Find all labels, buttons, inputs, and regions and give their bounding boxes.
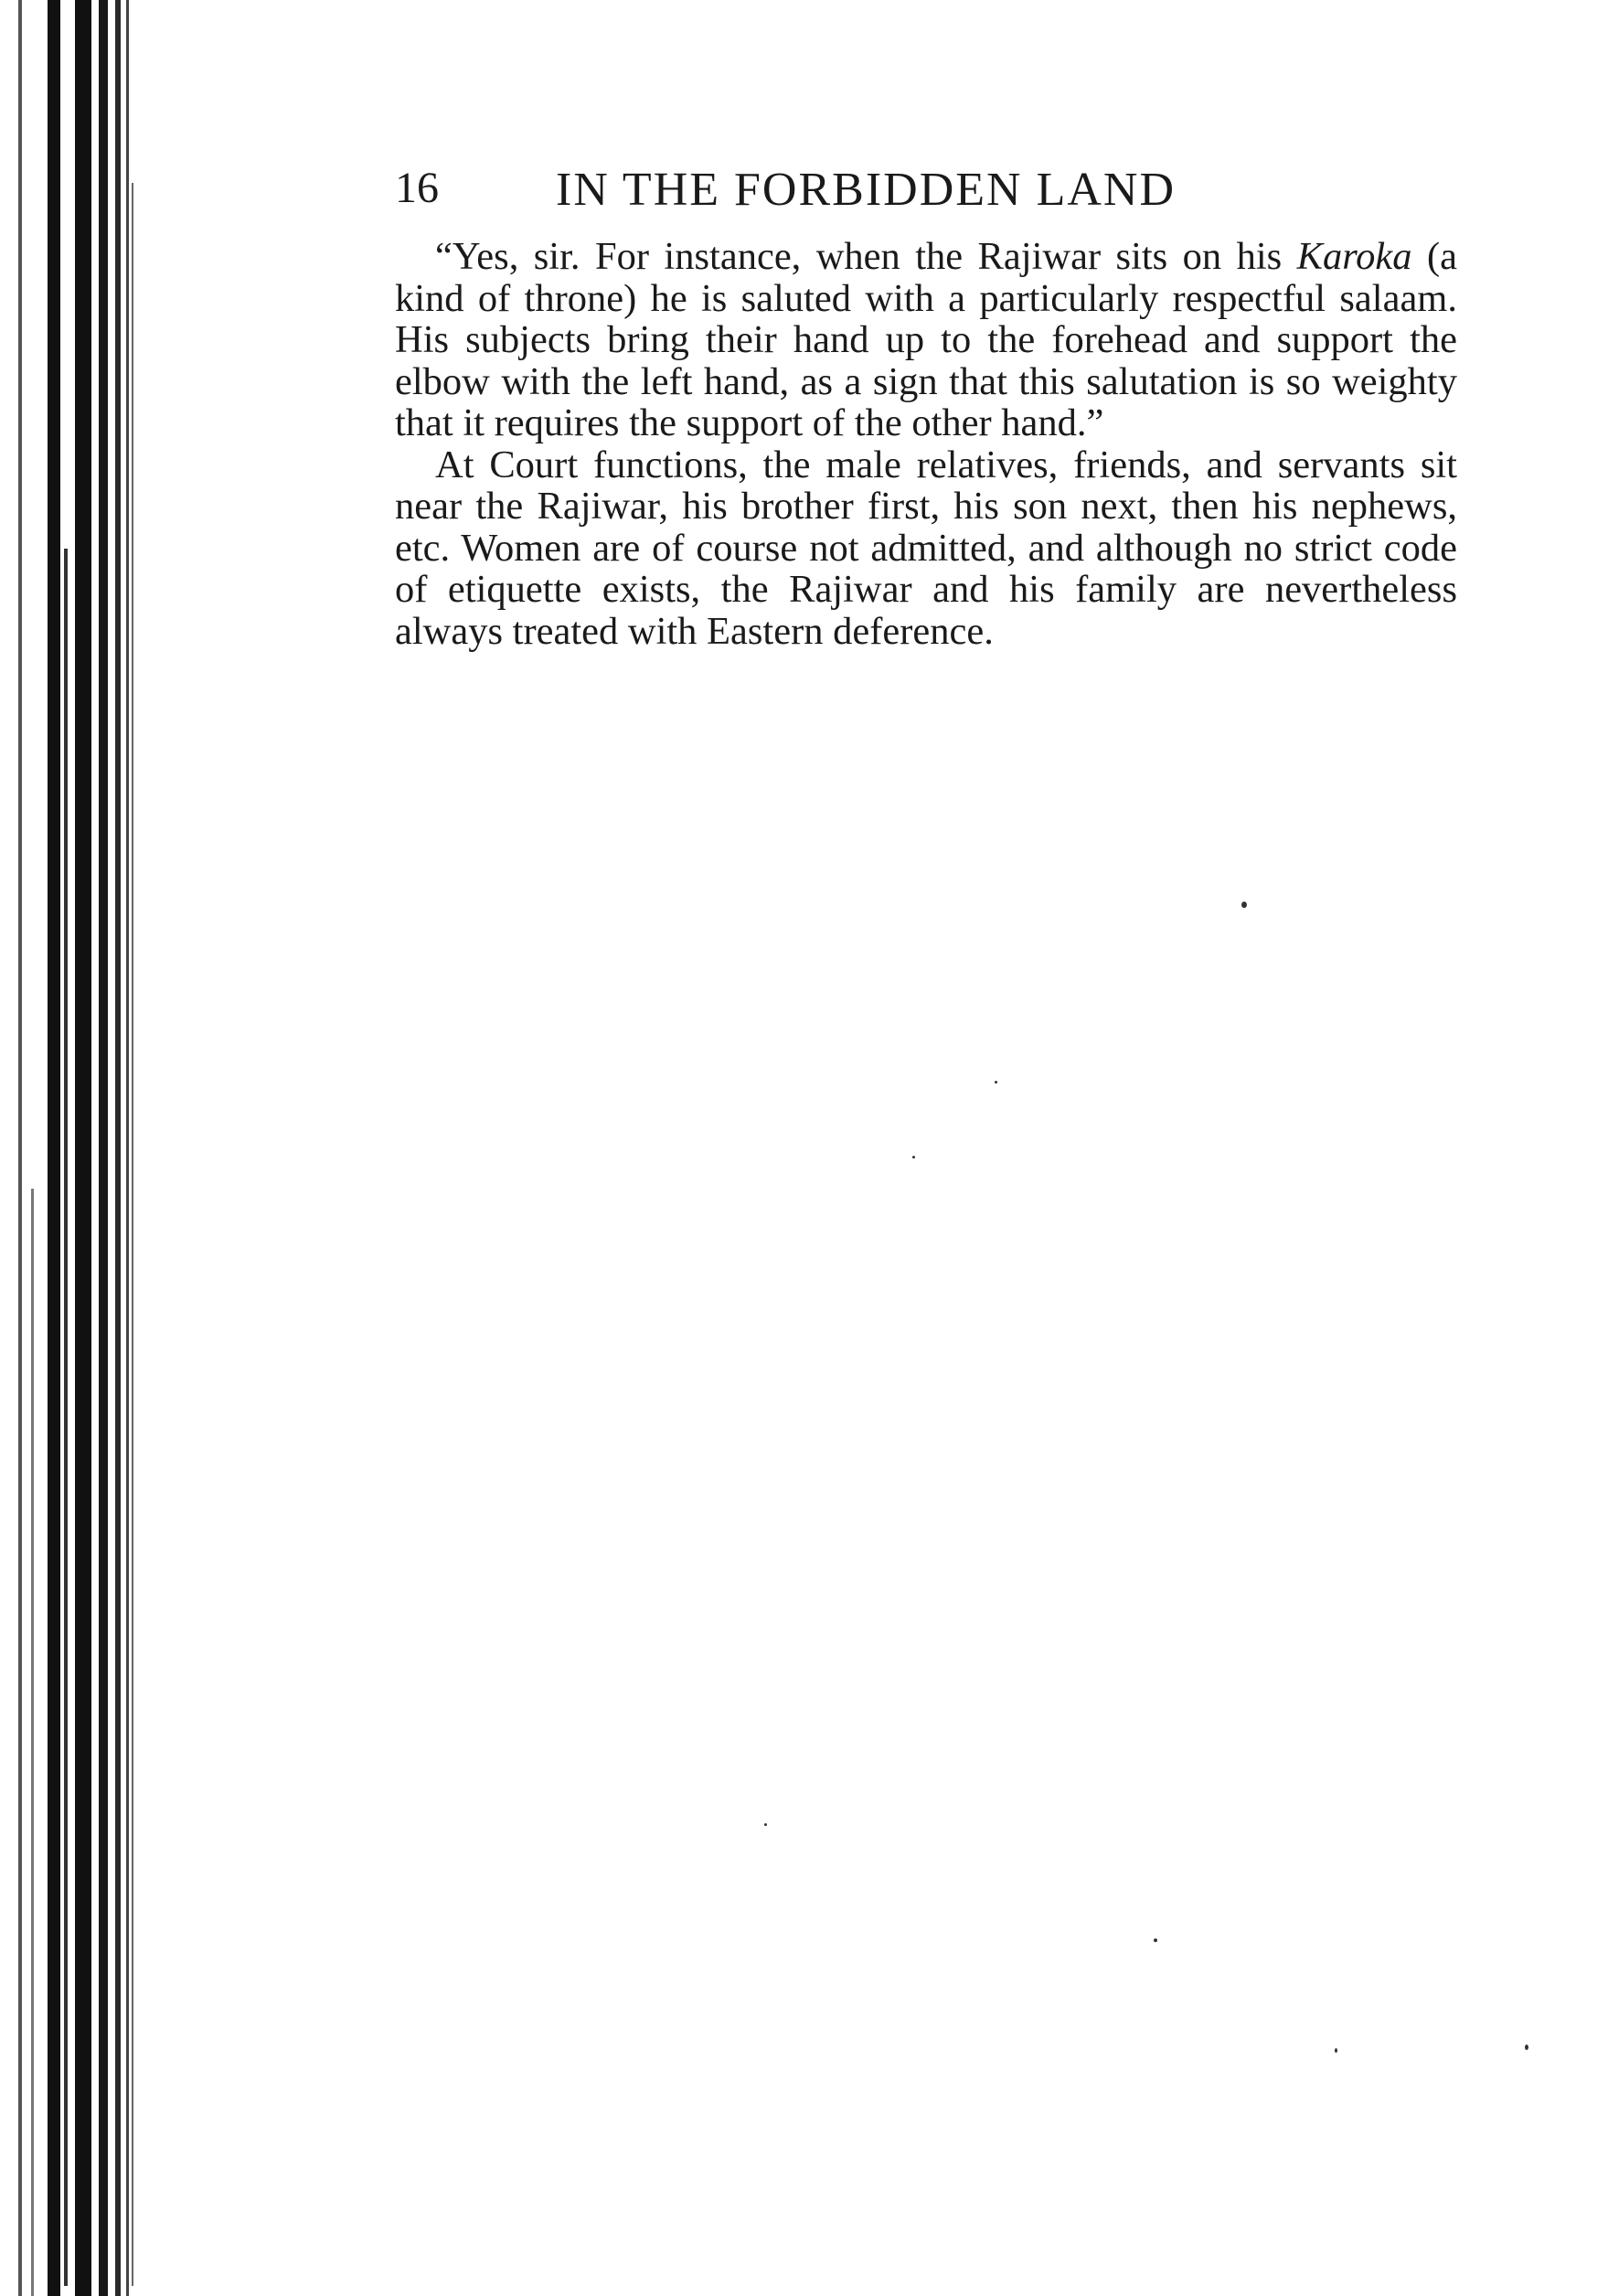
binding-edge-shadow (0, 0, 137, 2296)
paragraph-2: At Court functions, the male relatives, friends, and servants sit near the Rajiwar, his brother first, his son next, then his nephews, etc. Women are of course not admitted, and although no strict code of etiquette exists, the Rajiwar and his family are nevertheless always treated with Eastern deference. (395, 443, 1457, 653)
paragraph-1-rest: (a kind of throne) he is saluted with a particularly respectful salaam. His subjects bring their hand up to the forehead and support the elbow with the left hand, as a sign that this salutation is so weighty that it requires the support of the other hand.” (395, 235, 1457, 444)
paragraph-1-italic-term: Karoka (1296, 235, 1412, 278)
body-text (395, 236, 1457, 652)
speck (912, 1156, 915, 1159)
speck (764, 1823, 767, 1826)
running-head (395, 163, 1492, 227)
speck (1335, 2048, 1337, 2053)
speck (995, 1081, 997, 1084)
paragraph-1 (395, 236, 1457, 444)
page-number: 16 (395, 164, 439, 212)
speck (1154, 1938, 1157, 1942)
speck (1241, 902, 1247, 908)
speck (1525, 2045, 1528, 2050)
running-title: IN THE FORBIDDEN LAND (556, 164, 1177, 216)
paragraph-1-start: “Yes, sir. For instance, when the Rajiwar sits on his (435, 235, 1297, 278)
